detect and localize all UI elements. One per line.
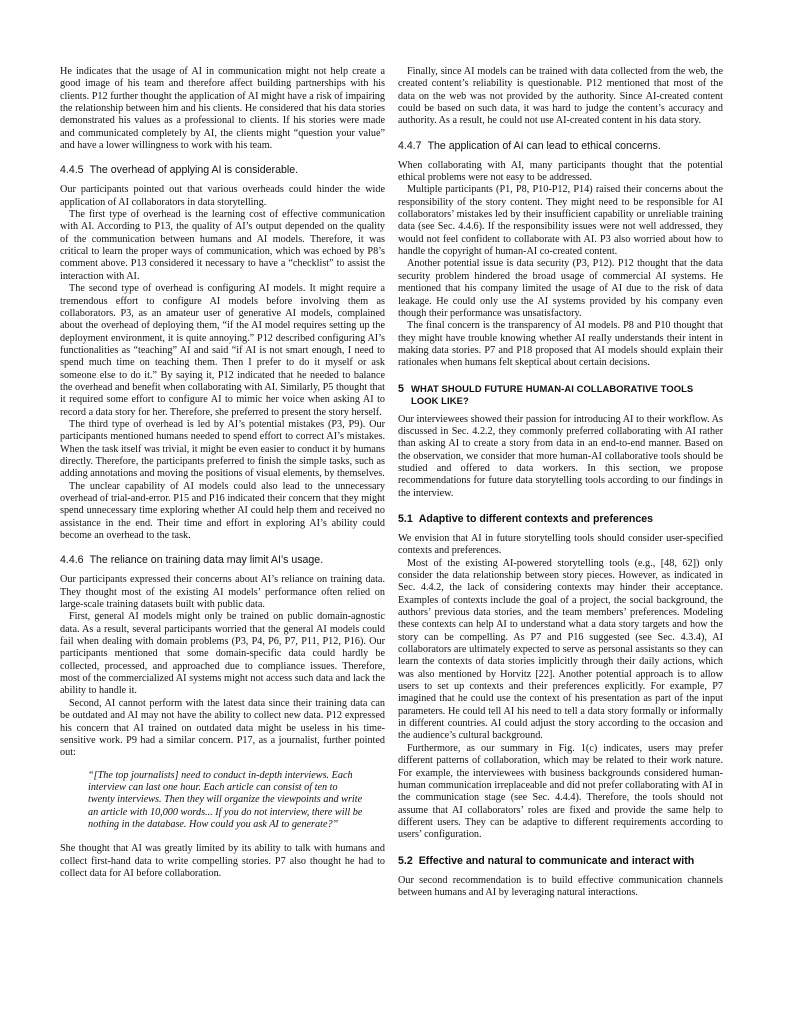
paragraph: First, general AI models might only be trained on public domain-agnostic data. As a result, several participants worried that the general AI models could fail when dealing with domain problems (P3, P4, P6, P7, P11, P12, P16). Our participants mentioned that some domain-specific data could hardly be collected, processed, and approached due to compliance issues. Therefore, most of the commercialized AI systems might not access such data and lack the ability to handle it.: [60, 611, 385, 697]
paragraph: The third type of overhead is led by AI’s potential mistakes (P3, P9). Our participants mentioned humans needed to spend effort to correct AI’s mistakes. When the task itself was trivial, it might be even easier to conduct it by humans directly. Therefore, the participants preferred to finish the simple tasks, such as adding annotations and moving the positions of visual elements, by themselves.: [60, 418, 385, 480]
interview-quote: [88, 770, 365, 832]
paragraph: Our participants expressed their concerns about AI’s reliance on training data. They thought most of the existing AI models’ performance often relied on large-scale training datasets built with public data.: [60, 574, 385, 611]
paragraph: The final concern is the transparency of AI models. P8 and P10 thought that they might have trouble knowing whether AI really understands their intent in making data stories. P7 and P18 proposed that AI models should explain their rationales when humans felt skeptical about certain decisions.: [398, 320, 723, 369]
paragraph: When collaborating with AI, many participants thought that the potential ethical problems were not easy to be addressed.: [398, 159, 723, 184]
paragraph: He indicates that the usage of AI in communication might not help create a good image of his team and therefore affect building partnerships with his clients. P12 further thought the application of AI might have a risk of impairing the relationship between him and his clients. He considered that his data stories demonstrated his values as a professional to clients. If his stories were made and communicated completely by AI, the clients might “question your value” and have a lower willingness to work with his team.: [60, 66, 385, 152]
section-heading-5-2: [398, 855, 723, 868]
section-number: 4.4.5: [60, 164, 84, 177]
section-title: Effective and natural to communicate and interact with: [418, 854, 695, 867]
paragraph: Most of the existing AI-powered storytelling tools (e.g., [48, 62]) only consider the data relationship between story pieces. However, as indicated in Sec. 4.4.2, the lack of considering contexts may hinder their acceptance. Examples of contexts include the goal of a project, the social background, the authors’ previous data stories, and the team members’ preferences. Modeling these contexts can help AI to understand what a data story targets and how the story can be compelling. As P7 and P16 suggested (see Sec. 4.3.4), AI collaborators are ultimately expected to serve as personal assistants so they can learn the contexts of data stories implicitly through their daily actions, which was also mentioned by Horvitz [22]. Another potential approach is to allow users to set up contexts and their preferences explicitly. For example, P7 imagined that he could use the context of his presentation as part of the input parameters. He could tell AI his need to tell a data story formally or informally in different countries. AI could adjust the story according to the occasion and the audience’s cultural background.: [398, 557, 723, 742]
paragraph: The first type of overhead is the learning cost of effective communication with AI. According to P13, the quality of AI’s output depended on the quality of the communication between humans and AI models. Therefore, it was critical to learn the proper ways of communication, which was echoed by P8’s comment above. P13 considered it necessary to have a “checklist” to assist the interaction with AI.: [60, 209, 385, 282]
section-title: The application of AI can lead to ethical concerns.: [427, 139, 661, 152]
paragraph: Our interviewees showed their passion for introducing AI to their workflow. As discussed in Sec. 4.2.2, they commonly preferred collaborating with AI rather than asking AI to create a story from data in an end-to-end manner. Based on the observation, we consider that more human-AI collaborative tools should be studied and offered to data workers. In this section, we propose recommendations for future data storytelling tools according to our findings in the interview.: [398, 413, 723, 499]
section-number: 4.4.6: [60, 554, 84, 567]
right-column: [398, 66, 723, 899]
section-title: Adaptive to different contexts and preferences: [418, 512, 654, 525]
section-heading-4-4-5: [60, 164, 385, 177]
section-heading-4-4-7: [398, 140, 723, 153]
paragraph: Second, AI cannot perform with the latest data since their training data can be outdated and AI may not have the ability to collect new data. P12 expressed his concern that AI trained on outdated data might be useless in his time-sensitive work. P9 had a similar concern. P17, as a journalist, further pointed out:: [60, 697, 385, 759]
left-column: [60, 66, 385, 880]
paragraph: Finally, since AI models can be trained with data collected from the web, the created content’s reliability is questionable. P12 mentioned that most of the data on the web was not provided by the authority. Since AI-created content could be based on such data, it was hard to judge the content’s accuracy and authority. As a result, he could not use AI-created content in his data story.: [398, 66, 723, 127]
paragraph: She thought that AI was greatly limited by its ability to talk with humans and collect first-hand data to write compelling stories. P7 also thought he had to collect data for AI before collaboration.: [60, 843, 385, 879]
quote-text: “[The top journalists] need to conduct in-depth interviews. Each interview can last one hour. Each article can consist of ten to twenty interviews. Then they will organize the viewpoints and write an article with 10,000 words... If you do not interview, there will be nothing in the database. How could you ask AI to generate?”: [88, 769, 363, 830]
paragraph: Our participants pointed out that various overheads could hinder the wide application of AI collaborators in data storytelling.: [60, 184, 385, 208]
section-number: 5: [398, 382, 404, 395]
section-title: WHAT SHOULD FUTURE HUMAN-AI COLLABORATIVE TOOLS LOOK LIKE?: [411, 382, 694, 406]
paragraph: Multiple participants (P1, P8, P10-P12, P14) raised their concerns about the responsibility of the story content. They might need to be responsible for AI collaborators’ mistakes led by their insufficient capability or unreliable training data (see Sec. 4.4.6). If the responsibility issues were not well addressed, they would not feel confident to collaborate with AI. P3 also worried about how to handle the copyright of human-AI co-created content.: [398, 184, 723, 258]
section-title: The reliance on training data may limit AI’s usage.: [89, 554, 324, 567]
paragraph: Furthermore, as our summary in Fig. 1(c) indicates, users may prefer different patterns of collaboration, which may be related to their work nature. For example, the interviewees with business backgrounds considered human-human communication irreplaceable and did not prefer collaborating with AI in the communication stage (see Sec. 4.4.4). Therefore, the tools should not assume that AI collaborators’ roles are fixed and provide the same help to different users. They can be adaptive to different requirements according to users’ configuration.: [398, 742, 723, 841]
section-heading-5-1: [398, 513, 723, 526]
paragraph: The unclear capability of AI models could also lead to the unnecessary overhead of trial-and-error. P15 and P16 indicated their concern that they might spend unnecessary time exploring whether AI could help them and received no assistance in the end. Their time and effort in exploring AI’s ability could become an overhead to the task.: [60, 480, 385, 542]
section-title: The overhead of applying AI is considerable.: [89, 164, 299, 177]
section-number: 5.1: [398, 512, 413, 525]
paragraph: The second type of overhead is configuring AI models. It might require a tremendous effort to configure AI models before involving them as collaborators. P3, as an amateur user of generative AI models, complained about the overhead of deploying them, “if the AI model requires setting up the deployment environment, it is quite annoying.” P12 described configuring AI’s functionalities as “teaching” AI and said “if AI is not smart enough, I need to spend much time on teaching them. Then I prefer to do it myself or ask someone else to do it.” By saying it, P12 indicated that he needed to balance the overhead and benefit when collaborating with AI. Similarly, P5 thought that it required some effort to configure AI to mimic her voice when asking AI to record a data story for her. Therefore, she preferred to present the story herself.: [60, 283, 385, 418]
section-heading-5: [398, 383, 723, 407]
paragraph: Our second recommendation is to build effective communication channels between humans and AI by leveraging natural interactions.: [398, 874, 723, 898]
paragraph: Another potential issue is data security (P3, P12). P12 thought that the data security problem hindered the broad usage of commercial AI systems. He mentioned that his company limited the usage of AI due to the risk of data leakage. He could only use the AI systems provided by his company even though their performance was unsatisfactory.: [398, 258, 723, 319]
section-number: 5.2: [398, 854, 413, 867]
section-heading-4-4-6: [60, 554, 385, 567]
paragraph: We envision that AI in future storytelling tools should consider user-specified contexts and preferences.: [398, 532, 723, 557]
section-number: 4.4.7: [398, 139, 422, 152]
